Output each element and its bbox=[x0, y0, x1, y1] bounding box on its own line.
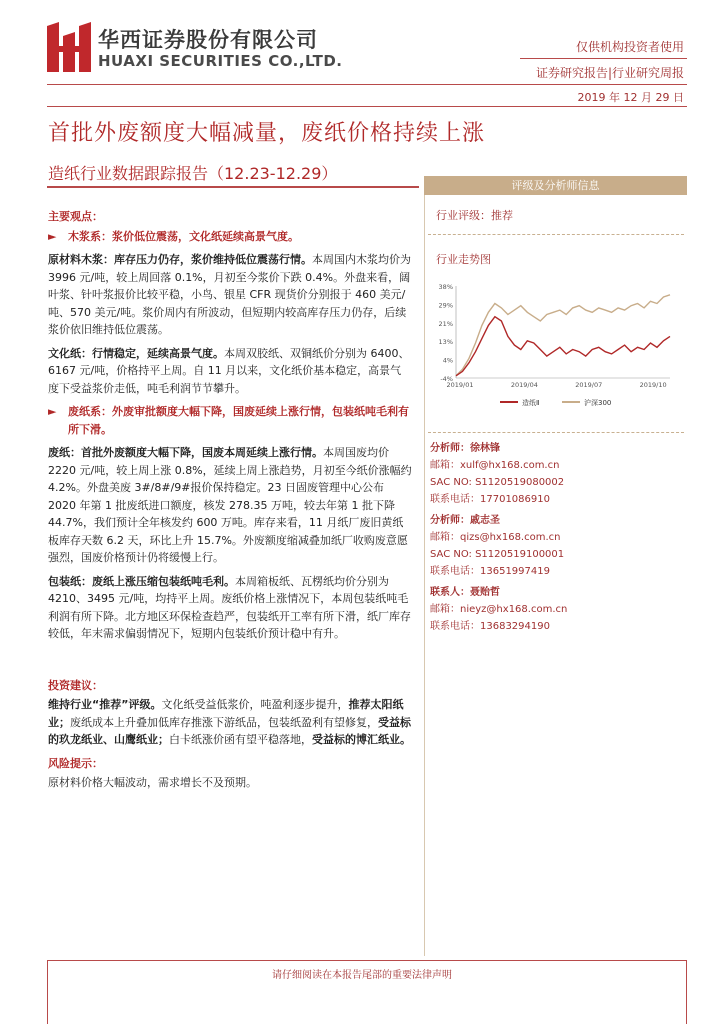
invest-p7: 受益标的博汇纸业。 bbox=[312, 733, 411, 746]
analyst-sac: SAC NO: S1120519100001 bbox=[430, 549, 565, 560]
culture-text: 本周双胶纸、双铜纸价分别为 6400、6167 元/吨，价格持平上周。自 11 月以来，文化纸价基本稳定，高景气度下受益浆价走低，吨毛利润节节攀升。 bbox=[48, 346, 410, 395]
waste-paragraph bbox=[48, 444, 412, 567]
series-line-paper bbox=[456, 317, 670, 376]
analyst-1 bbox=[430, 440, 685, 508]
waste-bullet bbox=[48, 403, 412, 438]
analyst-email[interactable]: 邮箱：xulf@hx168.com.cn bbox=[430, 460, 560, 471]
legend-label: 造纸Ⅱ bbox=[522, 399, 540, 407]
views-heading: 主要观点： bbox=[48, 210, 103, 223]
waste-bullet-text: 废纸系：外废审批额度大幅下降，国废延续上涨行情，包装纸吨毛利有所下滑。 bbox=[68, 405, 409, 436]
invest-p5: 受益标的玖龙纸业、山鹰纸业； bbox=[48, 715, 411, 746]
analyst-phone: 联系电话：17701086910 bbox=[430, 494, 550, 505]
pack-lead: 包装纸：废纸上涨压缩包装纸吨毛利。 bbox=[48, 574, 235, 588]
analyst-2 bbox=[430, 512, 685, 580]
analyst-name: 分析师：徐林锋 bbox=[430, 443, 500, 454]
culture-paragraph bbox=[48, 345, 412, 398]
triangle-icon: ► bbox=[48, 229, 57, 243]
report-type: 证券研究报告|行业研究周报 bbox=[535, 66, 684, 80]
legend-label: 沪深300 bbox=[584, 399, 612, 407]
analyst-name: 分析师：戚志圣 bbox=[430, 515, 500, 526]
x-tick-label: 2019/01 bbox=[446, 381, 474, 389]
x-tick-label: 2019/07 bbox=[575, 381, 603, 389]
y-tick-label: 13% bbox=[438, 338, 453, 347]
contact-name: 联系人：聂贻哲 bbox=[430, 587, 500, 598]
spacer bbox=[48, 649, 412, 671]
invest-p3: 推荐太阳纸业； bbox=[48, 698, 404, 729]
report-title: 首批外废额度大幅减量，废纸价格持续上涨 bbox=[48, 121, 486, 146]
invest-p6: 白卡纸涨价函有望平稳落地， bbox=[169, 733, 312, 746]
invest-p4: 废纸成本上升叠加低库存推涨下游纸品，包装纸盈利有望修复， bbox=[70, 715, 378, 729]
pack-paragraph bbox=[48, 573, 412, 643]
footer-divider bbox=[47, 960, 687, 961]
report-subtitle: 造纸行业数据跟踪报告（12.23-12.29） bbox=[48, 164, 338, 183]
pulp-text: 本周国内木浆均价为 3996 元/吨，较上周回落 0.1%，月初至今浆价下跌 0.4%。外盘来看，阔叶浆、针叶浆报价比较平稳，小鸟、银星 CFR 现货价分别报于 460 美元/吨、570 美元/吨。浆价周内有所波动，但短期内较高库存压力仍存，后续浆价依旧维持低位震荡。 bbox=[48, 253, 411, 336]
contact-person bbox=[430, 584, 685, 635]
divider bbox=[428, 234, 684, 236]
pulp-bullet bbox=[48, 228, 412, 246]
triangle-icon: ► bbox=[48, 405, 57, 418]
risk-heading: 风险提示： bbox=[48, 756, 103, 770]
subtitle-underline bbox=[47, 186, 419, 188]
divider bbox=[47, 84, 687, 85]
analyst-sac: SAC NO: S1120519080002 bbox=[430, 477, 565, 488]
pulp-bullet-text: 木浆系：浆价低位震荡，文化纸延续高景气度。 bbox=[68, 229, 299, 243]
trend-chart bbox=[430, 278, 685, 413]
risk-text: 原材料价格大幅波动，需求增长不及预期。 bbox=[48, 776, 257, 789]
company-logo bbox=[47, 22, 91, 72]
invest-heading: 投资建议： bbox=[48, 678, 103, 692]
invest-p2: 文化纸受益低浆价，吨盈利逐步提升， bbox=[161, 698, 349, 711]
x-tick-label: 2019/10 bbox=[639, 381, 667, 389]
restricted-note: 仅供机构投资者使用 bbox=[575, 40, 684, 54]
invest-paragraph bbox=[48, 696, 412, 749]
footer-disclaimer: 请仔细阅读在本报告尾部的重要法律声明 bbox=[272, 970, 452, 981]
y-tick-label: 4% bbox=[442, 356, 453, 365]
company-name-en: HUAXI SECURITIES CO.,LTD. bbox=[98, 52, 343, 70]
y-tick-label: 21% bbox=[438, 319, 453, 328]
waste-lead: 废纸：首批外废额度大幅下降，国废本周延续上涨行情。 bbox=[48, 446, 323, 459]
divider bbox=[428, 432, 684, 434]
series-line-index bbox=[456, 295, 670, 376]
main-content bbox=[48, 208, 412, 798]
x-tick-label: 2019/04 bbox=[510, 381, 538, 389]
sidebar-header: 评级及分析师信息 bbox=[424, 176, 687, 195]
y-tick-label: 38% bbox=[438, 283, 453, 291]
analyst-email[interactable]: 邮箱：qizs@hx168.com.cn bbox=[430, 532, 561, 543]
y-tick-label: 29% bbox=[438, 301, 453, 310]
divider bbox=[47, 106, 687, 107]
company-name-cn: 华西证券股份有限公司 bbox=[98, 28, 318, 52]
culture-lead: 文化纸：行情稳定，延续高景气度。 bbox=[48, 346, 224, 360]
pulp-paragraph bbox=[48, 251, 412, 339]
y-tick-label: -4% bbox=[440, 375, 453, 383]
contact-phone: 联系电话：13683294190 bbox=[430, 621, 550, 632]
contact-email[interactable]: 邮箱：nieyz@hx168.com.cn bbox=[430, 604, 568, 615]
pulp-lead: 原材料木浆：库存压力仍存，浆价维持低位震荡行情。 bbox=[48, 253, 312, 266]
waste-text: 本周国废均价 2220 元/吨，较上周上涨 0.8%，延续上周上涨趋势，月初至今纸价涨幅约 4.2%。外盘美废 3#/8#/9#报价保持稳定。23 日固废管理中心公布 2020 年第 1 批废纸进口额度，核发 278.35 万吨，较去年第 1 批下降 44.7%，我们预计全年核发约 600 万吨。库存来看，11 月纸厂废旧黄纸板库存天数 6.2 天，环比上升 15.7%。外废额度缩减叠加纸厂收购废意愿强烈，国废价格预计仍将缓慢上行。 bbox=[48, 446, 412, 564]
invest-p1: 维持行业“推荐”评级。 bbox=[48, 698, 162, 711]
pack-text: 本周箱板纸、瓦楞纸均价分别为 4210、3495 元/吨，均持平上周。废纸价格上涨情况下，本周包装纸吨毛利润有所下降。北方地区环保检查趋严，包装纸开工率有所下滑，纸厂库存较低，年末需求偏弱情况下，短期内包装纸价预计稳中有升。 bbox=[48, 574, 411, 640]
industry-rating: 行业评级：推荐 bbox=[436, 209, 513, 222]
trend-label: 行业走势图 bbox=[436, 253, 491, 266]
report-date: 2019 年 12 月 29 日 bbox=[577, 91, 684, 104]
divider bbox=[520, 58, 687, 59]
analyst-phone: 联系电话：13651997419 bbox=[430, 566, 550, 577]
